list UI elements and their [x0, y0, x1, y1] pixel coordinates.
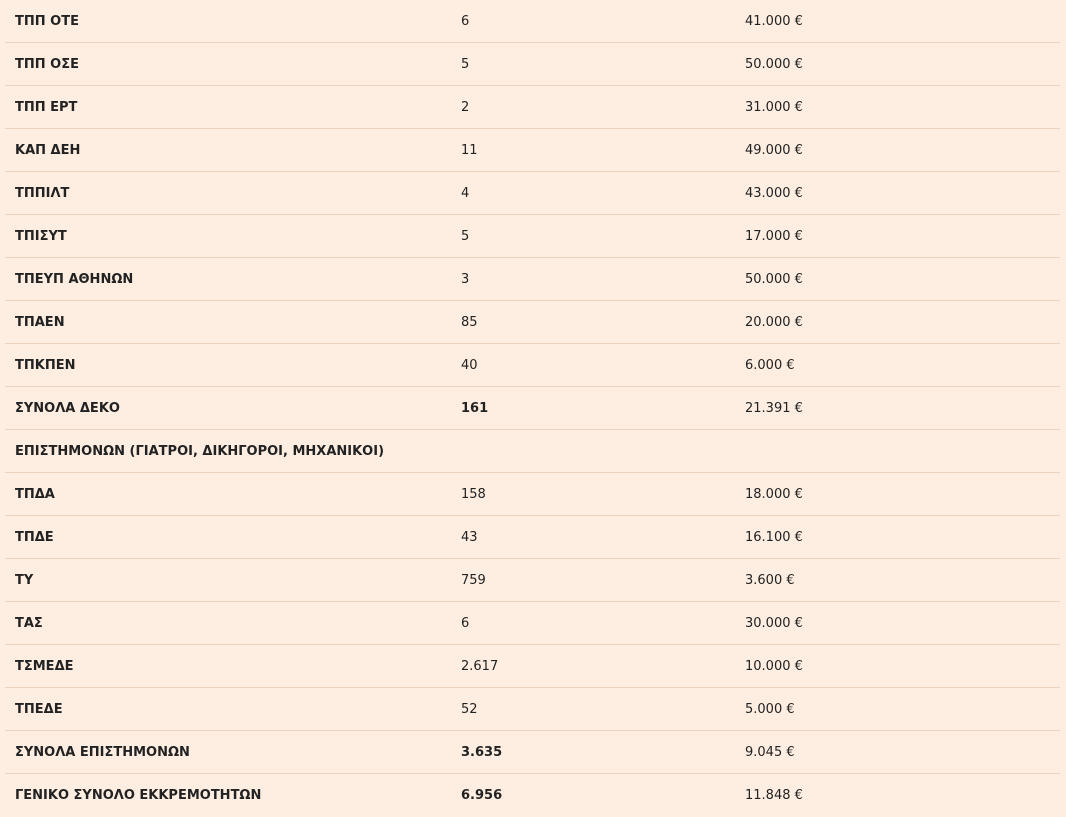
fund-name-cell: ΤΠΔΕ	[15, 530, 54, 545]
table-row	[5, 731, 1060, 774]
amount-cell: 50.000 €	[745, 272, 803, 287]
count-cell: 158	[461, 487, 486, 502]
amount-cell: 20.000 €	[745, 315, 803, 330]
amount-cell: 43.000 €	[745, 186, 803, 201]
fund-name-cell: ΤΠΙΣΥΤ	[15, 229, 67, 244]
amount-cell: 6.000 €	[745, 358, 795, 373]
table-row	[5, 430, 1060, 473]
fund-name-cell: ΤΠΠ ΕΡΤ	[15, 100, 78, 115]
count-cell: 2	[461, 100, 470, 115]
fund-name-cell: ΤΠΕΔΕ	[15, 702, 63, 717]
fund-name-cell: ΤΠΕΥΠ ΑΘΗΝΩΝ	[15, 272, 134, 287]
table-row	[5, 129, 1060, 172]
table-row	[5, 301, 1060, 344]
table-row	[5, 344, 1060, 387]
count-cell: 11	[461, 143, 478, 158]
fund-name-cell: ΤΠΚΠΕΝ	[15, 358, 76, 373]
count-cell: 52	[461, 702, 478, 717]
amount-cell: 21.391 €	[745, 401, 803, 416]
count-cell: 3.635	[461, 745, 503, 760]
fund-name-cell: ΤΠΑΕΝ	[15, 315, 65, 330]
table-row	[5, 215, 1060, 258]
table-row	[5, 559, 1060, 602]
table-row	[5, 516, 1060, 559]
amount-cell: 16.100 €	[745, 530, 803, 545]
fund-name-cell: ΣΥΝΟΛΑ ΔΕΚΟ	[15, 401, 120, 416]
amount-cell: 5.000 €	[745, 702, 795, 717]
count-cell: 4	[461, 186, 470, 201]
amount-cell: 30.000 €	[745, 616, 803, 631]
fund-name-cell: ΤΥ	[15, 573, 34, 588]
count-cell: 161	[461, 401, 489, 416]
table-row	[5, 645, 1060, 688]
count-cell: 3	[461, 272, 470, 287]
fund-name-cell: ΤΠΠ ΟΤΕ	[15, 14, 79, 29]
table-row	[5, 473, 1060, 516]
count-cell: 6	[461, 14, 470, 29]
amount-cell: 10.000 €	[745, 659, 803, 674]
amount-cell: 9.045 €	[745, 745, 795, 760]
fund-name-cell: ΤΑΣ	[15, 616, 43, 631]
table-row	[5, 0, 1060, 43]
fund-name-cell: ΚΑΠ ΔΕΗ	[15, 143, 81, 158]
count-cell: 2.617	[461, 659, 499, 674]
count-cell: 5	[461, 229, 470, 244]
fund-name-cell: ΤΠΠΙΛΤ	[15, 186, 70, 201]
count-cell: 6	[461, 616, 470, 631]
amount-cell: 17.000 €	[745, 229, 803, 244]
table-row	[5, 172, 1060, 215]
fund-name-cell: ΕΠΙΣΤΗΜΟΝΩΝ (ΓΙΑΤΡΟΙ, ΔΙΚΗΓΟΡΟΙ, ΜΗΧΑΝΙΚΟΙ)	[15, 444, 385, 459]
fund-name-cell: ΓΕΝΙΚΟ ΣΥΝΟΛΟ ΕΚΚΡΕΜΟΤΗΤΩΝ	[15, 788, 262, 803]
amount-cell: 3.600 €	[745, 573, 795, 588]
count-cell: 40	[461, 358, 478, 373]
fund-name-cell: ΤΠΔΑ	[15, 487, 55, 502]
count-cell: 6.956	[461, 788, 503, 803]
amount-cell: 50.000 €	[745, 57, 803, 72]
count-cell: 5	[461, 57, 470, 72]
amount-cell: 49.000 €	[745, 143, 803, 158]
table-row	[5, 387, 1060, 430]
table-row	[5, 43, 1060, 86]
count-cell: 85	[461, 315, 478, 330]
table-row	[5, 774, 1060, 816]
fund-name-cell: ΤΠΠ ΟΣΕ	[15, 57, 79, 72]
fund-name-cell: ΣΥΝΟΛΑ ΕΠΙΣΤΗΜΟΝΩΝ	[15, 745, 190, 760]
table-row	[5, 602, 1060, 645]
amount-cell: 31.000 €	[745, 100, 803, 115]
count-cell: 43	[461, 530, 478, 545]
fund-name-cell: ΤΣΜΕΔΕ	[15, 659, 74, 674]
amount-cell: 18.000 €	[745, 487, 803, 502]
table-row	[5, 86, 1060, 129]
amount-cell: 41.000 €	[745, 14, 803, 29]
table-row	[5, 258, 1060, 301]
amount-cell: 11.848 €	[745, 788, 803, 803]
table-row	[5, 688, 1060, 731]
pending-cases-table	[5, 0, 1060, 816]
count-cell: 759	[461, 573, 486, 588]
